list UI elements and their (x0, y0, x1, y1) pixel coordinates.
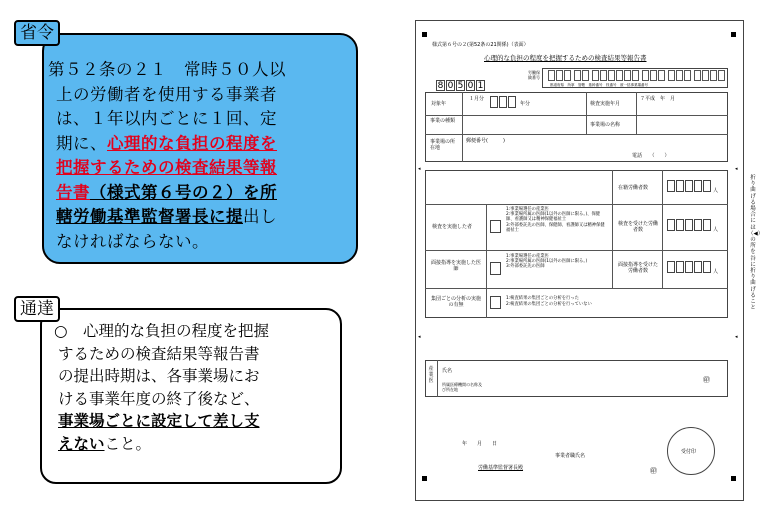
option-text: 1:事業場選任の産業医 (506, 207, 549, 212)
date-label: 年 月 日 (462, 441, 498, 447)
count-box (676, 219, 684, 231)
code-digit: 0 (467, 81, 474, 91)
ins-cell (668, 70, 675, 81)
option-text: 3:外部委託先の医師 (506, 264, 545, 270)
phone-label: 電話 （ ） (632, 153, 670, 159)
employer-seal: ㊞ (650, 467, 657, 475)
ins-cell (582, 70, 589, 81)
notice-tag: 通達 (14, 296, 60, 322)
code-digit: 0 (447, 81, 454, 91)
interview-doctor-checkbox[interactable] (490, 262, 501, 275)
table-rule (425, 204, 728, 205)
ordinance-highlight: 告書 (56, 182, 90, 202)
ins-cell (564, 70, 571, 81)
affiliation-label: 所属医療機関の名称及び所在地 (442, 382, 482, 392)
fold-arrow-icon: ◂ (418, 334, 421, 340)
insurance-no-label: 労働保険番号 (528, 70, 540, 80)
count-box (685, 180, 693, 192)
year-box (490, 96, 498, 108)
workers-label: 在籍労働者数 (618, 185, 649, 191)
ins-cell (684, 70, 691, 81)
exam-executor-label: 検査を実施した者 (432, 224, 473, 230)
ins-cell (658, 70, 665, 81)
exam-period-value: ７平成 年 月 (640, 96, 676, 102)
ordinance-line: 第５２条の２１ 常時５０人以 (48, 60, 286, 79)
office-label: 労働基準監督署長殿 (478, 465, 524, 471)
info-table (425, 92, 728, 162)
address-label: 事業場の所在地 (430, 139, 456, 151)
group-analysis-options (506, 296, 592, 307)
business-type-label: 事業の種類 (430, 118, 456, 124)
corner-mark (731, 32, 736, 37)
count-box (694, 219, 702, 231)
ins-cell (592, 70, 599, 81)
corner-mark (731, 476, 736, 481)
table-rule (437, 360, 438, 397)
ordinance-emphasis: 轄労働基準監督署長に提 (56, 207, 243, 226)
employer-label: 事業者職氏名 (555, 453, 586, 459)
ins-cell (718, 70, 725, 81)
table-rule (425, 250, 728, 251)
count-box (667, 180, 675, 192)
table-rule (612, 170, 613, 288)
table-rule (586, 92, 587, 134)
postal-label: 郵便番号( ) (466, 138, 505, 144)
insurance-subfields: 都道府県 所掌 管轄 基幹番号 枝番号 被一括事業場番号 (550, 83, 648, 87)
option-text: 2:事業場所属の医師(1以外の医師に限る。) (506, 259, 588, 265)
ins-cell (694, 70, 701, 81)
ins-cell (574, 70, 581, 81)
interview-doctor-label: 面接指導を実施した医師 (430, 260, 481, 272)
ins-cell (650, 70, 657, 81)
option-text: 2:検査結果の集団ごとの分析を行っていない (506, 301, 592, 307)
code-digit: 8 (437, 81, 444, 91)
table-rule (425, 288, 728, 289)
received-stamp-label: 受付印 (681, 449, 697, 455)
count-box (676, 261, 684, 273)
form-title: 心理的な負担の程度を把握するための検査結果等報告書 (484, 54, 647, 62)
ordinance-line: なければならない。 (56, 231, 209, 251)
form-number: 様式第６号の２(第52条の21関係)（表面） (432, 42, 529, 48)
business-name-label: 事業場の名称 (590, 122, 621, 128)
notice-line: の提出時期は、各事業場にお (58, 367, 260, 385)
code-digit: 1 (477, 81, 484, 91)
table-rule (462, 92, 463, 162)
ins-cell (642, 70, 649, 81)
ordinance-tag: 省令 (14, 20, 60, 46)
count-unit: 人 (713, 188, 719, 194)
exam-executor-checkbox[interactable] (490, 220, 501, 233)
group-analysis-checkbox[interactable] (490, 296, 501, 309)
notice-text (54, 320, 334, 455)
table-rule (425, 115, 728, 116)
option-text: 3:外部委託先の医師、保健師、看護師又は精神保健福祉士 (506, 222, 605, 233)
ordinance-text (48, 58, 346, 254)
ins-cell (632, 70, 639, 81)
fold-arrow-icon: ◂ (418, 166, 421, 172)
corner-mark (422, 476, 427, 481)
notice-line: こと。 (104, 434, 152, 453)
fold-note: 折り曲げる場合には（◀）の所を谷に折り曲げること (748, 175, 763, 312)
count-box (667, 261, 675, 273)
ins-cell (702, 70, 709, 81)
exam-executor-options (506, 207, 608, 233)
notice-line: ○ 心理的な負担の程度を把握 (54, 322, 270, 340)
count-box (703, 261, 711, 273)
year-suffix: 年分 (520, 101, 531, 107)
count-unit: 人 (713, 227, 719, 233)
ins-cell (548, 70, 555, 81)
ordinance-emphasis: （様式第６号の２）を所 (90, 182, 277, 202)
count-box (685, 261, 693, 273)
table-rule (425, 134, 728, 135)
table-rule (636, 92, 637, 134)
ordinance-highlight: 心理的な負担の程度を (107, 133, 277, 153)
option-text: 1:事業場選任の産業医 (506, 254, 549, 259)
code-digit: 5 (457, 81, 464, 91)
examinees-label: 検査を受けた労働者数 (618, 221, 659, 233)
option-text: 2:事業場所属の医師(1以外の医師に限る。)、保健師、看護師又は精神保健福祉士 (506, 212, 601, 223)
ordinance-highlight: 把握するための検査結果等報 (56, 158, 277, 177)
table-rule (662, 170, 663, 288)
count-box (703, 219, 711, 231)
notice-line: するための検査結果等報告書 (58, 344, 260, 363)
ins-cell (556, 70, 563, 81)
year-unit: １月分 (469, 96, 485, 102)
doctor-seal: ㊞ (703, 376, 710, 384)
year-box (499, 96, 507, 108)
exam-period-label: 検査実施年月 (590, 101, 621, 107)
ins-cell (600, 70, 607, 81)
target-year-label: 対象年 (431, 101, 447, 107)
year-box (508, 96, 516, 108)
ins-cell (624, 70, 631, 81)
ordinance-line: は、１年以内ごとに１回、定 (56, 109, 277, 128)
group-analysis-label: 集団ごとの分析の実施の有無 (430, 296, 481, 308)
fold-arrow-icon: ◂ (735, 166, 738, 172)
ins-cell (616, 70, 623, 81)
ordinance-line: 期に、 (56, 133, 107, 153)
count-box (667, 219, 675, 231)
option-text: 1:検査結果の集団ごとの分析を行った (506, 296, 579, 301)
notice-emphasis: 事業場ごとに設定して差し支 (58, 412, 260, 430)
count-box (676, 180, 684, 192)
count-box (685, 219, 693, 231)
count-box (694, 261, 702, 273)
ordinance-line: 出し (243, 207, 277, 226)
count-unit: 人 (713, 269, 719, 275)
corner-mark (422, 32, 427, 37)
ordinance-line: 上の労働者を使用する事業者 (56, 84, 277, 104)
interviewees-label: 面接指導を受けた労働者数 (618, 262, 659, 274)
interview-doctor-options (506, 254, 608, 270)
count-box (694, 180, 702, 192)
ins-cell (608, 70, 615, 81)
fold-arrow-icon: ◂ (735, 334, 738, 340)
count-box (703, 180, 711, 192)
table-rule (486, 204, 487, 318)
name-label: 氏名 (442, 368, 453, 374)
notice-emphasis: えない (58, 434, 105, 453)
industrial-doctor-label: 産業医 (428, 366, 434, 384)
ins-cell (676, 70, 683, 81)
notice-line: ける事業年度の終了後など、 (58, 389, 260, 408)
ins-cell (710, 70, 717, 81)
